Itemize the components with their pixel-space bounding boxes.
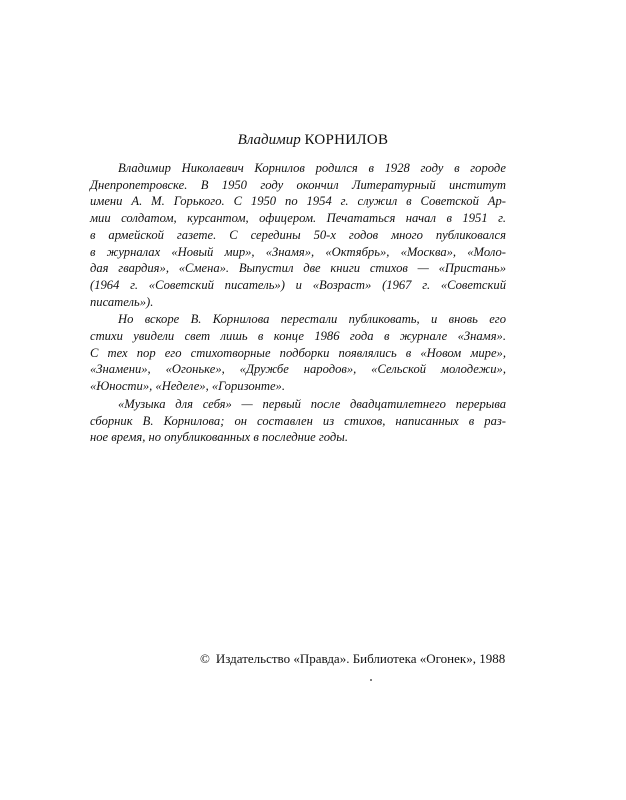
author-given-name: Владимир bbox=[237, 132, 301, 148]
author-heading bbox=[0, 131, 626, 149]
text-line: Но вскоре В. Корнилова перестали публиковать, и вновь его bbox=[118, 312, 506, 327]
text-line: сборник В. Корнилова; он составлен из стихов, написанных в раз- bbox=[90, 413, 506, 428]
text-line: в журналах «Новый мир», «Знамя», «Октябрь», «Москва», «Моло- bbox=[90, 244, 506, 259]
biography-paragraph-1 bbox=[90, 160, 506, 310]
text-line: дая гвардия», «Смена». Выпустил две книги стихов — «Пристань» bbox=[90, 261, 506, 276]
text-line: ное время, но опубликованных в последние годы. bbox=[90, 430, 348, 445]
text-line: Днепропетровске. В 1950 году окончил Литературный институт bbox=[90, 177, 506, 192]
page-dot-mark bbox=[370, 679, 372, 681]
text-line: «Знамени», «Огоньке», «Дружбе народов», «Сельской молодежи», bbox=[90, 362, 506, 377]
text-line: в армейской газете. С середины 50-х годов много публиковался bbox=[90, 227, 506, 242]
text-line: стихи увидели свет лишь в конце 1986 года в журнале «Знамя». bbox=[90, 329, 506, 344]
text-line: «Музыка для себя» — первый после двадцатилетнего перерыва bbox=[118, 396, 506, 411]
biography-paragraph-3 bbox=[90, 396, 506, 446]
copyright-notice bbox=[200, 651, 505, 667]
author-biography bbox=[90, 160, 506, 446]
text-line: (1964 г. «Советский писатель») и «Возраст» (1967 г. «Советский bbox=[90, 277, 506, 292]
copyright-symbol: © bbox=[200, 651, 210, 666]
text-line: имени А. М. Горького. С 1950 по 1954 г. служил в Советской Ар- bbox=[90, 194, 506, 209]
copyright-text: Издательство «Правда». Библиотека «Огонек», 1988 bbox=[215, 651, 506, 666]
text-line: «Юности», «Неделе», «Горизонте». bbox=[90, 379, 285, 394]
text-line: Владимир Николаевич Корнилов родился в 1928 году в городе bbox=[118, 161, 506, 175]
text-line: мии солдатом, курсантом, офицером. Печататься начал в 1951 г. bbox=[90, 211, 506, 226]
text-line: писатель»). bbox=[90, 294, 154, 309]
biography-paragraph-2 bbox=[90, 311, 506, 395]
author-surname: КОРНИЛОВ bbox=[304, 132, 389, 148]
text-line: С тех пор его стихотворные подборки появлялись в «Новом мире», bbox=[90, 345, 506, 360]
